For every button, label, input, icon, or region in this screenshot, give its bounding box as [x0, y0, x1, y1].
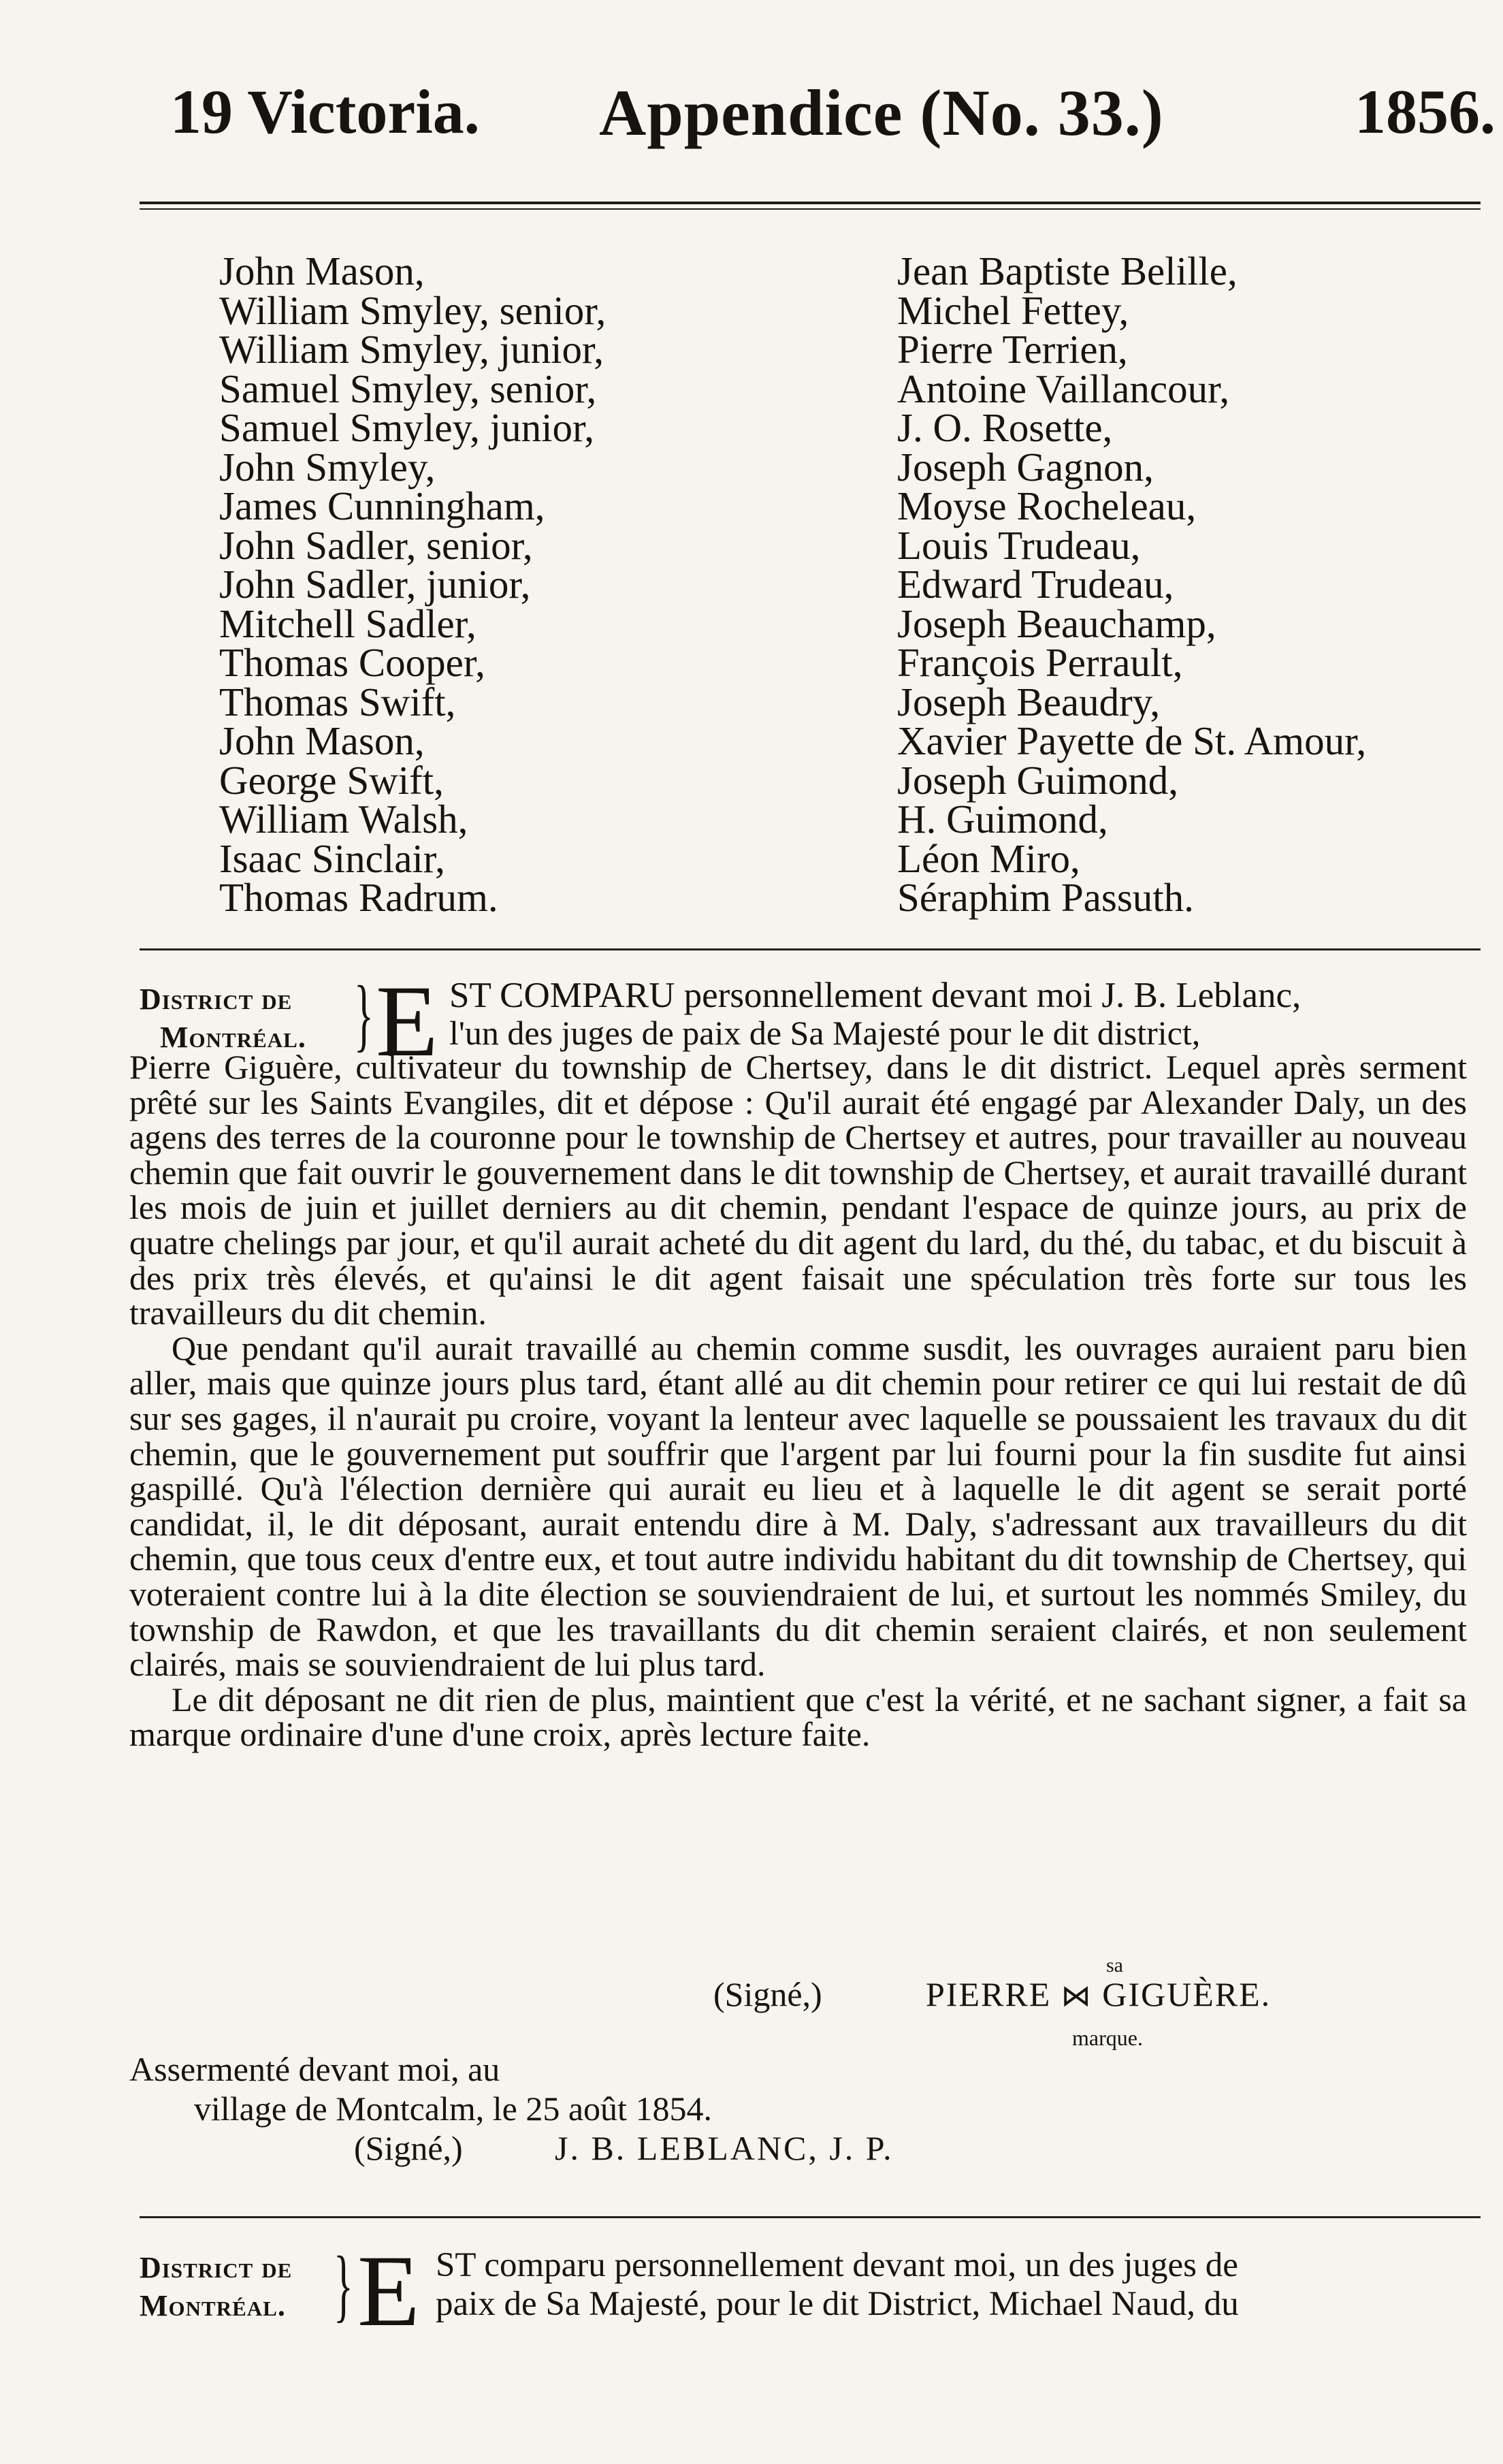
district-2-line-2: Montréal. — [140, 2289, 286, 2322]
names-list-left — [219, 249, 607, 920]
paragraph-2: Que pendant qu'il aurait travaillé au chemin comme susdit, les ouvrages auraient paru bien aller, mais que quinze jours plus tard, étant allé au dit chemin pour retirer ce qui lui restait de dû sur ses gages, il n'aurait pu croire, voyant la lenteur avec laquelle se poussaient les travaux du dit chemin, que le gouvernement put souffrir que l'argent par lui fourni pour la fin susdite fut ainsi gaspillé. Qu'à l'élection dernière qui aurait eu lieu et à laquelle le dit agent se serait porté candidat, il, le dit déposant, aurait entendu dire à M. Daly, s'adressant aux travailleurs du dit chemin, que tous ceux d'entre eux, et tout autre individu habitant du dit township de Chertsey, qui voteraient contre lui à la dite élection se souviendraient de lui, et surtout les nommés Smiley, du township de Rawdon, et que les travaillants du dit chemin seraient clairés, et non seulement clairés, mais se souviendraient de lui plus tard. — [129, 1328, 1467, 1684]
name-entry: Jean Baptiste Belille, — [897, 249, 1238, 293]
header-session: 19 Victoria. — [170, 77, 480, 146]
mark-label-top: sa — [1106, 1954, 1123, 1977]
name-entry: H. Guimond, — [897, 797, 1108, 842]
deposition-opening-line: ST COMPARU personnellement devant moi J. B. Leblanc, — [449, 976, 1302, 1015]
deposition-second-line: l'un des juges de paix de Sa Majesté pour le dit district, — [449, 1014, 1201, 1052]
name-entry: Xavier Payette de St. Amour, — [897, 718, 1367, 763]
names-list-right — [897, 249, 1367, 920]
official-signe-label: (Signé,) — [354, 2129, 463, 2167]
name-entry: Séraphim Passuth. — [897, 875, 1194, 920]
name-entry: Thomas Swift, — [219, 679, 456, 724]
official-name: J. B. LEBLANC, J. P. — [555, 2129, 894, 2167]
signer-name — [926, 1974, 1271, 2014]
district-line-1: District de — [140, 982, 293, 1016]
signer-first-name: PIERRE — [926, 1975, 1052, 2013]
name-entry: Samuel Smyley, junior, — [219, 405, 594, 450]
brace-symbol: } — [354, 969, 374, 1059]
name-entry: George Swift, — [219, 757, 444, 803]
name-entry: Joseph Beauchamp, — [897, 601, 1216, 646]
sworn-line-2: village de Montcalm, le 25 août 1854. — [194, 2090, 712, 2128]
paragraph-3: Le dit déposant ne dit rien de plus, maintient que c'est la vérité, et ne sachant signer, a fait sa marque ordinaire d'une d'une croix, après lecture faite. — [129, 1680, 1467, 1754]
name-entry: John Mason, — [219, 718, 425, 763]
name-entry: J. O. Rosette, — [897, 405, 1113, 450]
name-entry: John Sadler, senior, — [219, 522, 533, 568]
name-entry: John Mason, — [219, 249, 425, 293]
name-entry: Joseph Guimond, — [897, 757, 1178, 803]
section-divider — [140, 948, 1481, 950]
name-entry: Louis Trudeau, — [897, 522, 1141, 568]
name-entry: Joseph Gagnon, — [897, 444, 1154, 490]
paragraph-1: Pierre Giguère, cultivateur du township de Chertsey, dans le dit district. Lequel après serment prêté sur les Saints Evangiles, dit et dépose : Qu'il aurait été engagé par Alexander Daly, un des agens des terres de la couronne pour le township de Chertsey et autres, pour travailler au nouveau chemin que fait ouvrir le gouvernement dans le dit township de Chertsey, et aurait travaillé durant les mois de juin et juillet derniers au dit chemin, pendant l'espace de quinze jours, au prix de quatre chelings par jour, et qu'il aurait acheté du dit agent du lard, du thé, du tabac, et du biscuit à des prix très élevés, et qu'ainsi le dit agent faisait une spéculation très forte sur tous les travailleurs du dit chemin. — [129, 1048, 1467, 1332]
drop-cap-2: E — [357, 2235, 420, 2348]
name-entry: Moyse Rocheleau, — [897, 483, 1197, 528]
name-entry: John Smyley, — [219, 444, 436, 490]
name-entry: William Walsh, — [219, 797, 468, 842]
district-line-2: Montréal. — [160, 1021, 306, 1054]
header-rule-thick — [140, 202, 1481, 204]
signer-last-name: GIGUÈRE. — [1102, 1975, 1272, 2013]
deposition-2-second-line: paix de Sa Majesté, pour le dit District, Michael Naud, du — [436, 2285, 1239, 2323]
name-entry: François Perrault, — [897, 640, 1183, 685]
header-year: 1856. — [1355, 77, 1496, 146]
name-entry: Thomas Radrum. — [219, 875, 498, 920]
signe-label: (Signé,) — [713, 1975, 822, 2013]
section-divider-2 — [140, 2216, 1481, 2218]
name-entry: Isaac Sinclair, — [219, 835, 445, 881]
cross-mark-icon: ⋈ — [1061, 1979, 1093, 2013]
name-entry: Edward Trudeau, — [897, 562, 1174, 607]
name-entry: James Cunningham, — [219, 483, 545, 528]
district-label — [140, 980, 306, 1057]
header-rule-thin — [140, 208, 1481, 210]
district-2-line-1: District de — [140, 2251, 293, 2284]
name-entry: John Sadler, junior, — [219, 562, 531, 607]
name-entry: Michel Fettey, — [897, 287, 1129, 333]
district-label-2 — [140, 2249, 292, 2325]
name-entry: William Smyley, senior, — [219, 287, 607, 333]
sworn-line-1: Assermenté devant moi, au — [129, 2050, 500, 2088]
name-entry: Samuel Smyley, senior, — [219, 366, 597, 411]
header-appendix: Appendice (No. 33.) — [599, 76, 1164, 149]
name-entry: Joseph Beaudry, — [897, 679, 1161, 724]
mark-label-bottom: marque. — [1072, 2026, 1143, 2050]
brace-symbol-2: } — [334, 2239, 353, 2330]
name-entry: Mitchell Sadler, — [219, 601, 476, 646]
name-entry: Antoine Vaillancour, — [897, 366, 1230, 411]
name-entry: Thomas Cooper, — [219, 640, 485, 685]
name-entry: Léon Miro, — [897, 835, 1080, 881]
name-entry: William Smyley, junior, — [219, 327, 604, 372]
deposition-2-opening-line: ST comparu personnellement devant moi, un des juges de — [436, 2246, 1238, 2284]
drop-cap: E — [376, 965, 438, 1078]
name-entry: Pierre Terrien, — [897, 327, 1128, 372]
deposition-body — [129, 1050, 1467, 1753]
